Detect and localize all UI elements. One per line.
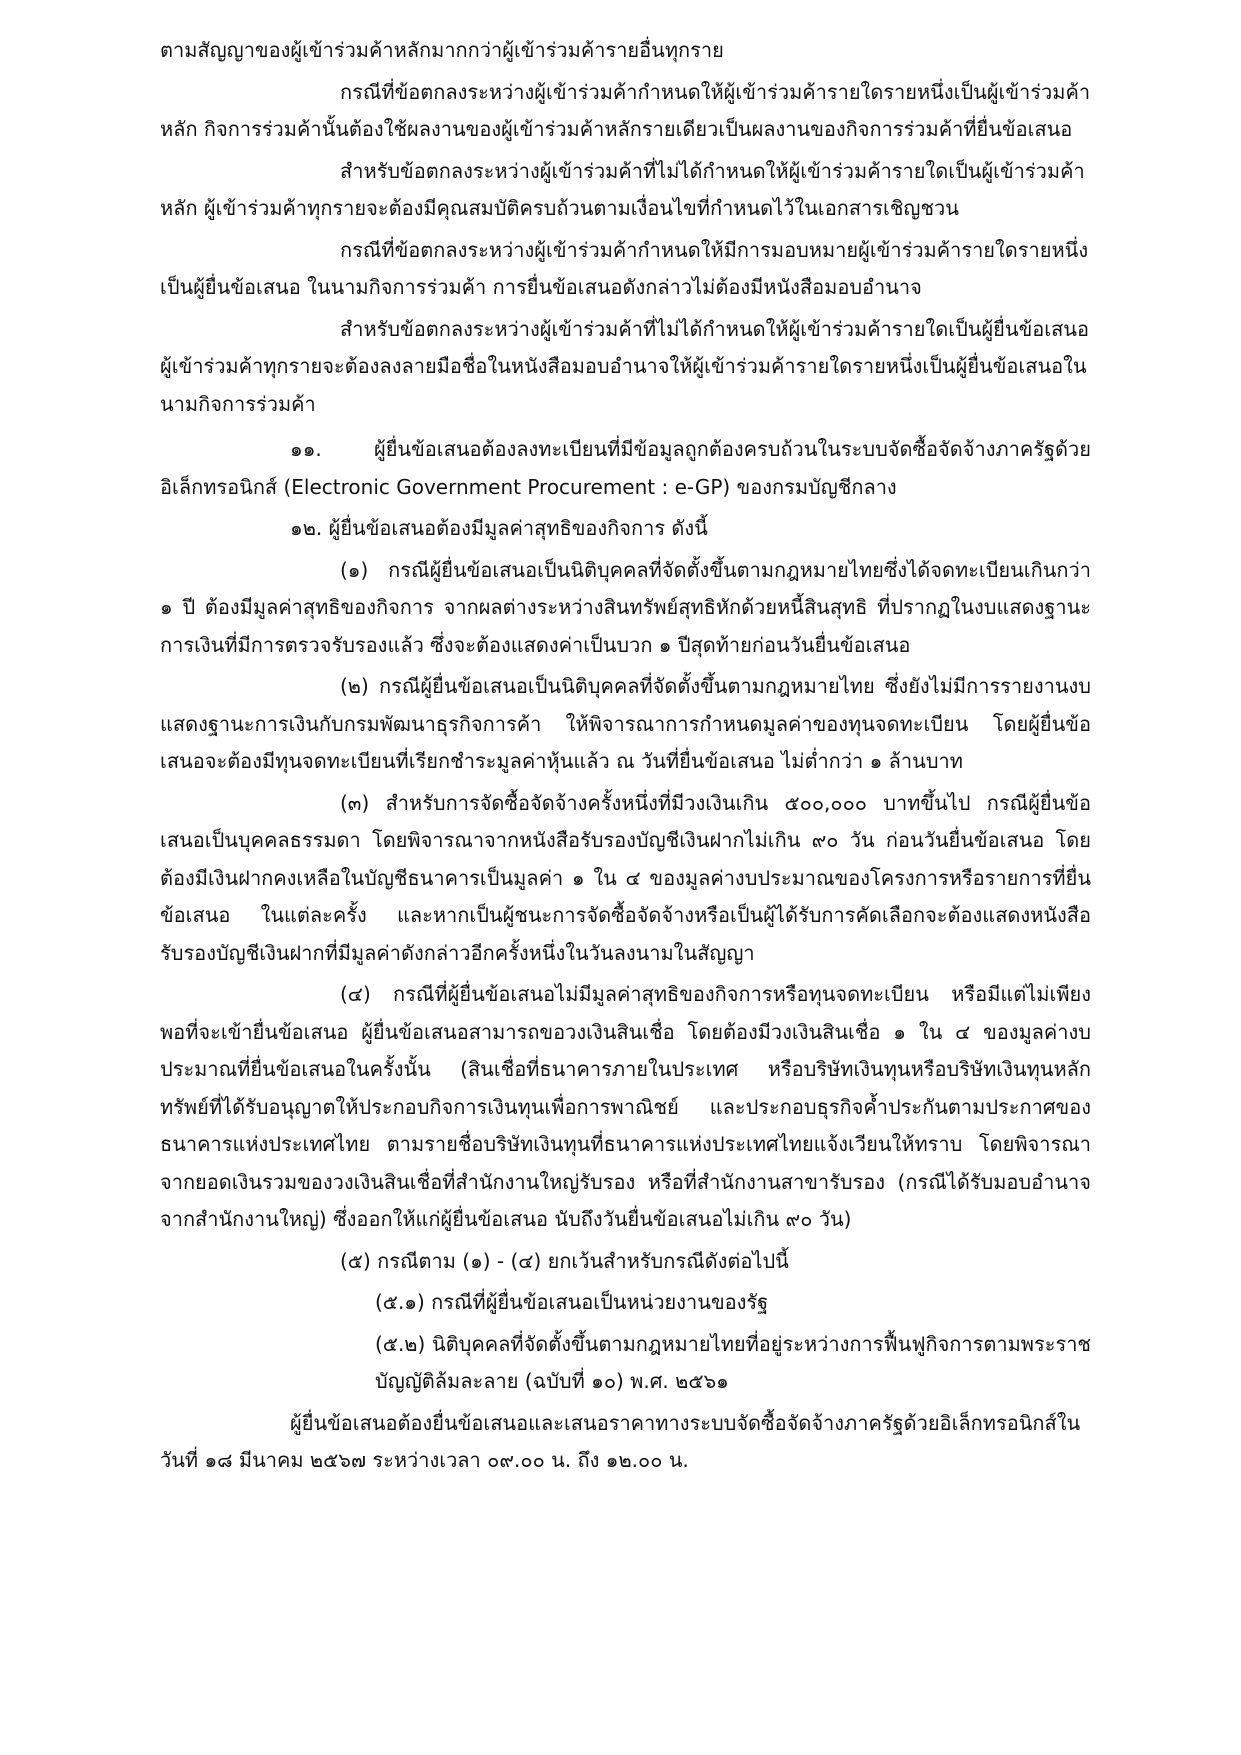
- paragraph-jv-no-lead-partner: สำหรับข้อตกลงระหว่างผู้เข้าร่วมค้าที่ไม่ได้กำหนดให้ผู้เข้าร่วมค้ารายใดเป็นผู้เข้าร่วมค้าหลัก ผู้เข้าร่วมค้าทุกรายจะต้องมีคุณสมบัติครบถ้วนตามเงื่อนไขที่กำหนดไว้ในเอกสารเชิญชวน: [160, 158, 1085, 220]
- clause-12-item-5: (๕) กรณีตาม (๑) - (๔) ยกเว้นสำหรับกรณีดังต่อไปนี้: [340, 1248, 789, 1273]
- clause-12-net-worth: ๑๒. ผู้ยื่นข้อเสนอต้องมีมูลค่าสุทธิของกิจการ ดังนี้: [290, 516, 708, 540]
- clause-11-egp-registration: ๑๑. ผู้ยื่นข้อเสนอต้องลงทะเบียนที่มีข้อมูลถูกต้องครบถ้วนในระบบจัดซื้อจัดจ้างภาครัฐด้วยอิเล็กทรอนิกส์ (Electronic Government Procurement : e-GP) ของกรมบัญชีกลาง: [160, 437, 1091, 499]
- clause-12-item-4: (๔) กรณีที่ผู้ยื่นข้อเสนอไม่มีมูลค่าสุทธิของกิจการหรือทุนจดทะเบียน หรือมีแต่ไม่เพียงพอที่จะเข้ายื่นข้อเสนอ ผู้ยื่นข้อเสนอสามารถขอวงเงินสินเชื่อ โดยต้องมีวงเงินสินเชื่อ ๑ ใน ๔ ของมูลค่างบประมาณที่ยื่นข้อเสนอในครั้งนั้น (สินเชื่อที่ธนาคารภายในประเทศ หรือบริษัทเงินทุนหรือบริษัทเงินทุนหลักทรัพย์ที่ได้รับอนุญาตให้ประกอบกิจการเงินทุนเพื่อการพาณิชย์ และประกอบธุรกิจค้ำประกันตามประกาศของธนาคารแห่งประเทศไทย ตามรายชื่อบริษัทเงินทุนที่ธนาคารแห่งประเทศไทยแจ้งเวียนให้ทราบ โดยพิจารณาจากยอดเงินรวมของวงเงินสินเชื่อที่สำนักงานใหญ่รับรอง หรือที่สำนักงานสาขารับรอง (กรณีได้รับมอบอำนาจจากสำนักงานใหญ่) ซึ่งออกให้แก่ผู้ยื่นข้อเสนอ นับถึงวันยื่นข้อเสนอไม่เกิน ๙๐ วัน): [160, 982, 1091, 1231]
- paragraph-jv-lead-partner: กรณีที่ข้อตกลงระหว่างผู้เข้าร่วมค้ากำหนดให้ผู้เข้าร่วมค้ารายใดรายหนึ่งเป็นผู้เข้าร่วมค้าหลัก กิจการร่วมค้านั้นต้องใช้ผลงานของผู้เข้าร่วมค้าหลักรายเดียวเป็นผลงานของกิจการร่วมค้าที่ยื่นข้อเสนอ: [160, 79, 1091, 141]
- paragraph-jv-continuation: ตามสัญญาของผู้เข้าร่วมค้าหลักมากกว่าผู้เข้าร่วมค้ารายอื่นทุกราย: [160, 38, 724, 62]
- paragraph-jv-designated-bidder: กรณีที่ข้อตกลงระหว่างผู้เข้าร่วมค้ากำหนดให้มีการมอบหมายผู้เข้าร่วมค้ารายใดรายหนึ่งเป็นผู้ยื่นข้อเสนอ ในนามกิจการร่วมค้า การยื่นข้อเสนอดังกล่าวไม่ต้องมีหนังสือมอบอำนาจ: [160, 237, 1089, 299]
- clause-12-item-5-1: (๕.๑) กรณีที่ผู้ยื่นข้อเสนอเป็นหน่วยงานของรัฐ: [375, 1290, 769, 1314]
- clause-12-item-3: (๓) สำหรับการจัดซื้อจัดจ้างครั้งหนึ่งที่มีวงเงินเกิน ๕๐๐,๐๐๐ บาทขึ้นไป กรณีผู้ยื่นข้อเสนอเป็นบุคคลธรรมดา โดยพิจารณาจากหนังสือรับรองบัญชีเงินฝากไม่เกิน ๙๐ วัน ก่อนวันยื่นข้อเสนอ โดยต้องมีเงินฝากคงเหลือในบัญชีธนาคารเป็นมูลค่า ๑ ใน ๔ ของมูลค่างบประมาณของโครงการหรือรายการที่ยื่นข้อเสนอ ในแต่ละครั้ง และหากเป็นผู้ชนะการจัดซื้อจัดจ้างหรือเป็นผู้ได้รับการคัดเลือกจะต้องแสดงหนังสือรับรองบัญชีเงินฝากที่มีมูลค่าดังกล่าวอีกครั้งหนึ่งในวันลงนามในสัญญา: [160, 790, 1091, 965]
- clause-12-item-5-2: (๕.๒) นิติบุคคลที่จัดตั้งขึ้นตามกฎหมายไทยที่อยู่ระหว่างการฟื้นฟูกิจการตามพระราชบัญญัติล้มละลาย (ฉบับที่ ๑๐) พ.ศ. ๒๕๖๑: [375, 1331, 1091, 1393]
- paragraph-submission-date: ผู้ยื่นข้อเสนอต้องยื่นข้อเสนอและเสนอราคาทางระบบจัดซื้อจัดจ้างภาครัฐด้วยอิเล็กทรอนิกส์ในวันที่ ๑๘ มีนาคม ๒๕๖๗ ระหว่างเวลา ๐๙.๐๐ น. ถึง ๑๒.๐๐ น.: [160, 1410, 1081, 1472]
- clause-12-item-2: (๒) กรณีผู้ยื่นข้อเสนอเป็นนิติบุคคลที่จัดตั้งขึ้นตามกฎหมายไทย ซึ่งยังไม่มีการรายงานงบแสดงฐานะการเงินกับกรมพัฒนาธุรกิจการค้า ให้พิจารณาการกำหนดมูลค่าของทุนจดทะเบียน โดยผู้ยื่นข้อเสนอจะต้องมีทุนจดทะเบียนที่เรียกชำระมูลค่าหุ้นแล้ว ณ วันที่ยื่นข้อเสนอ ไม่ต่ำกว่า ๑ ล้านบาท: [160, 674, 1091, 773]
- paragraph-jv-power-of-attorney: สำหรับข้อตกลงระหว่างผู้เข้าร่วมค้าที่ไม่ได้กำหนดให้ผู้เข้าร่วมค้ารายใดเป็นผู้ยื่นข้อเสนอผู้เข้าร่วมค้าทุกรายจะต้องลงลายมือชื่อในหนังสือมอบอำนาจให้ผู้เข้าร่วมค้ารายใดรายหนึ่งเป็นผู้ยื่นข้อเสนอในนามกิจการร่วมค้า: [160, 316, 1089, 416]
- clause-12-item-1: (๑) กรณีผู้ยื่นข้อเสนอเป็นนิติบุคคลที่จัดตั้งขึ้นตามกฎหมายไทยซึ่งได้จดทะเบียนเกินกว่า ๑ ปี ต้องมีมูลค่าสุทธิของกิจการ จากผลต่างระหว่างสินทรัพย์สุทธิหักด้วยหนี้สินสุทธิ ที่ปรากฏในงบแสดงฐานะการเงินที่มีการตรวจรับรองแล้ว ซึ่งจะต้องแสดงค่าเป็นบวก ๑ ปีสุดท้ายก่อนวันยื่นข้อเสนอ: [160, 557, 1091, 657]
